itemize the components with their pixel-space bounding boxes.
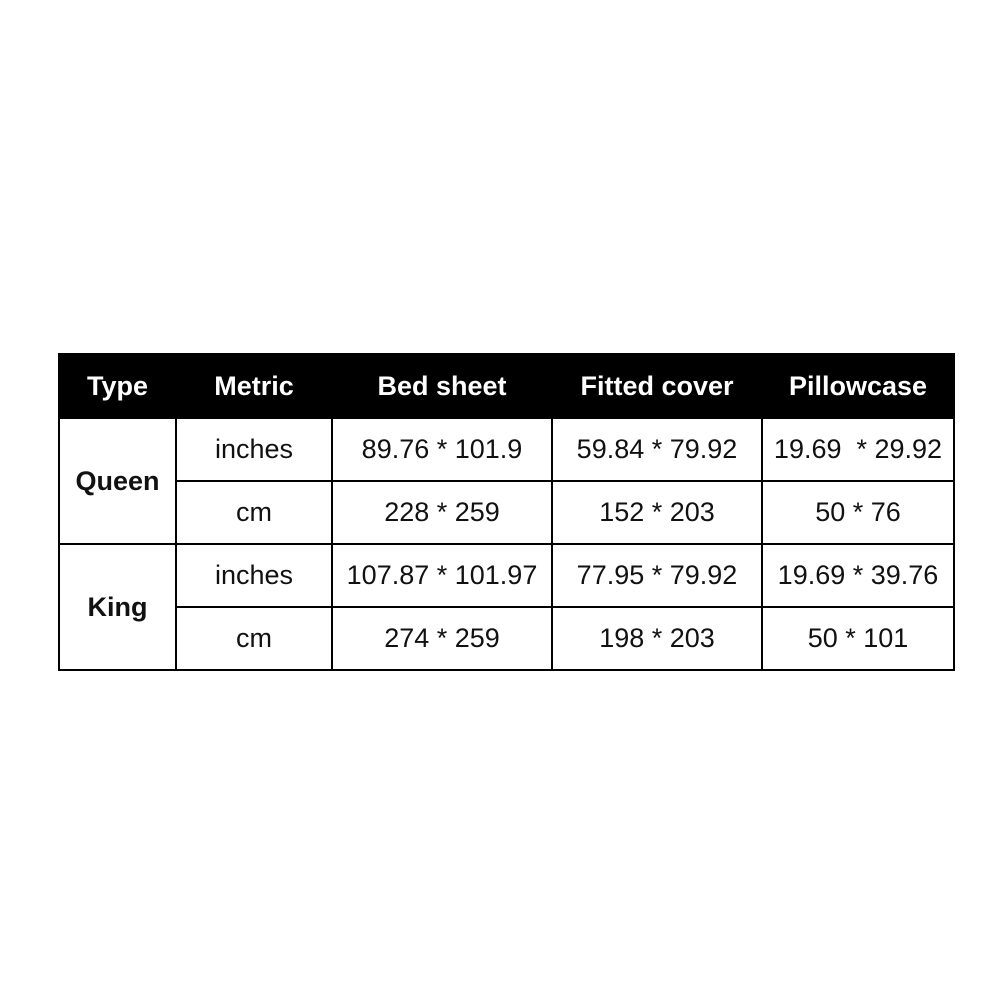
metric-cell: cm <box>176 607 332 670</box>
bed-sheet-cell: 228 * 259 <box>332 481 552 544</box>
pillowcase-cell: 19.69 * 39.76 <box>762 544 954 607</box>
bed-sheet-cell: 89.76 * 101.9 <box>332 418 552 481</box>
fitted-cover-cell: 198 * 203 <box>552 607 762 670</box>
table-row <box>59 607 954 670</box>
type-queen: Queen <box>59 418 176 544</box>
header-type: Type <box>59 354 176 418</box>
size-chart-table <box>58 353 955 671</box>
metric-cell: cm <box>176 481 332 544</box>
metric-cell: inches <box>176 544 332 607</box>
bed-sheet-cell: 107.87 * 101.97 <box>332 544 552 607</box>
header-row <box>59 354 954 418</box>
bed-sheet-cell: 274 * 259 <box>332 607 552 670</box>
pillowcase-cell: 50 * 76 <box>762 481 954 544</box>
pillowcase-cell: 50 * 101 <box>762 607 954 670</box>
metric-cell: inches <box>176 418 332 481</box>
header-pillowcase: Pillowcase <box>762 354 954 418</box>
table-row <box>59 544 954 607</box>
fitted-cover-cell: 59.84 * 79.92 <box>552 418 762 481</box>
header-bed-sheet: Bed sheet <box>332 354 552 418</box>
header-fitted-cover: Fitted cover <box>552 354 762 418</box>
header-metric: Metric <box>176 354 332 418</box>
fitted-cover-cell: 77.95 * 79.92 <box>552 544 762 607</box>
table-row <box>59 481 954 544</box>
fitted-cover-cell: 152 * 203 <box>552 481 762 544</box>
type-king: King <box>59 544 176 670</box>
pillowcase-cell: 19.69 * 29.92 <box>762 418 954 481</box>
table-row <box>59 418 954 481</box>
